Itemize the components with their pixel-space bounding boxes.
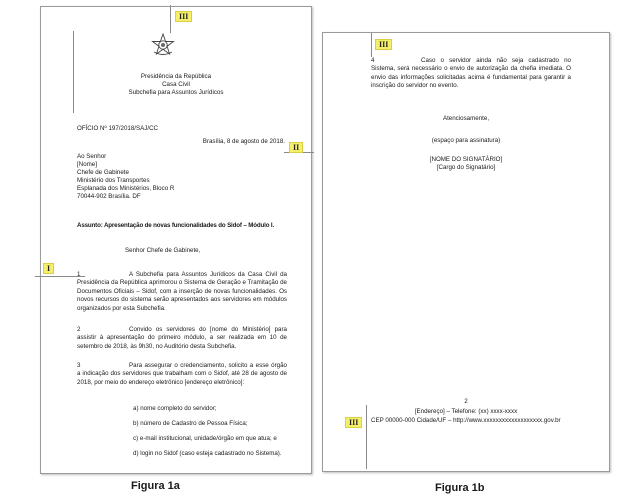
- list-item: c) e-mail institucional, unidade/órgão em que atua; e: [133, 435, 277, 442]
- list-item: a) nome completo do servidor;: [133, 405, 217, 412]
- footer-cep: CEP 00000-000 Cidade/UF – http://www.xxxxxxxxxxxxxxxxxxx.gov.br: [371, 417, 561, 424]
- paragraph-number: 3: [77, 362, 81, 369]
- document-page-1a: [40, 6, 312, 474]
- paragraph-text: Caso o servidor ainda não seja cadastrado no Sistema, será necessário o envio de autorização da chefia imediata. O envio das informações solicitadas acima é fundamental para garantir a inscrição do servidor no evento.: [371, 57, 571, 90]
- list-item: b) número de Cadastro de Pessoa Física;: [133, 420, 248, 427]
- paragraph-number: 1: [77, 271, 81, 278]
- caption-figure-1a: Figura 1a: [131, 480, 180, 492]
- date-line: Brasília, 8 de agosto de 2018.: [202, 138, 285, 145]
- recipient-line: [Nome]: [77, 161, 97, 168]
- footer-address: [Endereço] – Telefone: (xx) xxxx-xxxx: [414, 408, 518, 415]
- paragraph-text: Convido os servidores do [nome do Ministério] para assistir à apresentação do primeiro módulo, a ser realizada em 10 de setembro de 2018, às 9h30, no Auditório desta Subchefia.: [77, 326, 287, 350]
- page-number: 2: [464, 398, 468, 405]
- office-number: OFÍCIO Nº 197/2018/SAJ/CC: [77, 125, 159, 132]
- header-subchefia: Subchefia para Assuntos Jurídicos: [128, 89, 224, 96]
- recipient-line: Chefe de Gabinete: [77, 169, 129, 176]
- subject-line: Assunto: Apresentação de novas funcionalidades do Sidof – Módulo I.: [77, 222, 275, 229]
- marker-top-b: III: [375, 39, 392, 50]
- top-margin-arrow: [170, 5, 171, 33]
- top-margin-arrow-b: [371, 33, 372, 57]
- paragraph-text: A Subchefia para Assuntos Jurídicos da Casa Civil da Presidência da República aprimorou o Sistema de Geração e Tramitação de Documentos Oficiais – Sidof, com a inserção de novas funcionalidades. Os novos recursos do sistema serão apresentados aos servidores em módulos organizados por esta Subchefia.: [77, 271, 287, 312]
- brazil-coat-of-arms-icon: [151, 33, 175, 57]
- marker-right-a: II: [289, 142, 303, 153]
- caption-figure-1b: Figura 1b: [435, 482, 485, 494]
- marker-top-a: III: [175, 11, 192, 22]
- recipient-line: Esplanada dos Ministérios, Bloco R: [77, 185, 175, 192]
- header-presidencia: Presidência da República: [140, 73, 212, 80]
- closing: Atenciosamente,: [442, 115, 490, 122]
- marker-bottom-b: III: [345, 417, 362, 428]
- recipient-line: 70044-902 Brasília. DF: [77, 193, 141, 200]
- document-page-1b: [322, 32, 610, 472]
- bottom-margin-arrow-b: [366, 405, 367, 469]
- signer-name: [NOME DO SIGNATÁRIO]: [429, 156, 503, 163]
- signature-space: (espaço para assinatura): [431, 137, 501, 144]
- recipient-line: Ministério dos Transportes: [77, 177, 150, 184]
- recipient-line: Ao Senhor: [77, 153, 107, 160]
- paragraph-number: 2: [77, 326, 81, 333]
- signer-title: [Cargo do Signatário]: [436, 164, 496, 171]
- list-item: d) login no Sidof (caso esteja cadastrado no Sistema).: [133, 450, 282, 457]
- marker-left-a: I: [43, 263, 54, 274]
- paragraph-number: 4: [371, 57, 375, 64]
- left-header-arrow: [73, 31, 74, 113]
- paragraph-text: Para assegurar o credenciamento, solicito a esse órgão a indicação dos servidores que trabalham com o Sidof, até 28 de agosto de 2018, por meio do endereço eletrônico [endereço eletrônico]:: [77, 362, 287, 386]
- salutation: Senhor Chefe de Gabinete,: [125, 247, 201, 254]
- header-casa-civil: Casa Civil: [162, 81, 190, 88]
